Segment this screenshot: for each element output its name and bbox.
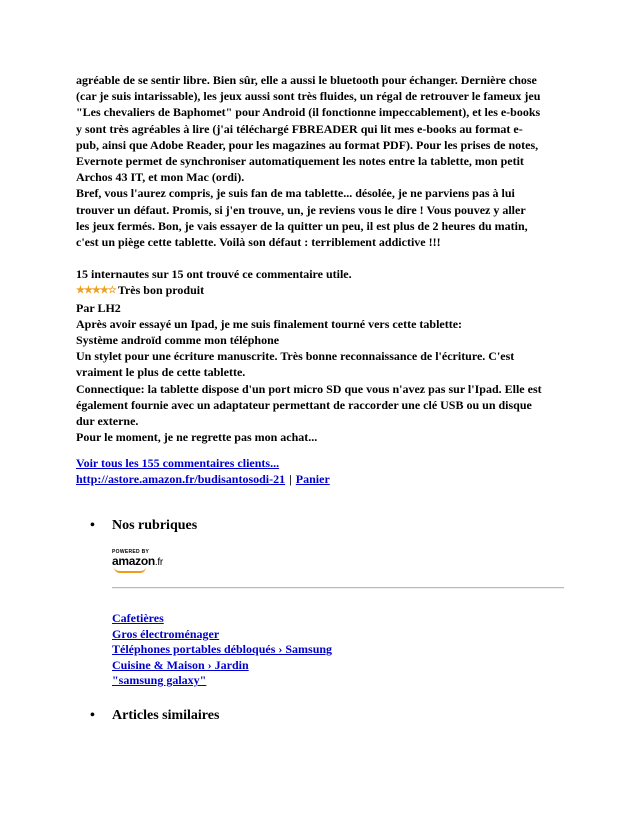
section-similar [76,707,568,725]
page-content [76,72,568,725]
sections-list [76,517,568,725]
review-1-line: Evernote permet de synchroniser automatiquement les notes entre la tablette, mon petit [76,154,524,169]
similar-title: Articles similaires [112,707,220,723]
star-rating-icon: ★★★★☆ [76,285,116,297]
category-link[interactable]: Cafetières [112,611,164,626]
cart-link[interactable]: Panier [295,472,330,487]
review-title: Très bon produit [117,283,205,298]
store-url-link[interactable]: http://astore.amazon.fr/budisantosodi-21 [76,472,286,487]
review-1-line: c'est un piège cette tablette. Voilà son défaut : terriblement addictive !!! [76,235,441,250]
review-2-line: Connectique: la tablette dispose d'un port micro SD que vous n'avez pas sur l'Ipad. Elle est [76,381,542,396]
logo-powered-by: POWERED BY [112,549,150,556]
link-separator: | [289,472,292,487]
review-2-line: Après avoir essayé un Ipad, je me suis finalement tourné vers cette tablette: [76,316,463,331]
amazon-smile-icon [114,567,146,573]
divider [112,587,564,589]
section-rubriques [76,517,568,689]
review-2-line: Système androïd comme mon téléphone [76,333,280,348]
review-2-line: dur externe. [76,414,139,429]
review-2-line: Pour le moment, je ne regrette pas mon achat... [76,430,318,445]
review-1-line: trouver un défaut. Promis, si j'en trouve, un, je reviens vous le dire ! Vous pouvez y aller [76,202,526,217]
review-1-line: y sont très agréables à lire (j'ai téléchargé FBREADER qui lit mes e-books au format e- [76,121,523,136]
review-1-line: pub, ainsi que Adobe Reader, pour les magazines au format PDF). Pour les prises de notes, [76,137,539,152]
footer-links [76,455,568,487]
review-1-line: les jeux fermés. Bon, je vais essayer de la quitter un peu, il est plus de 2 heures du matin, [76,218,528,233]
review-author: Par LH2 [76,300,121,315]
category-link[interactable]: Téléphones portables débloqués › Samsung [112,642,333,657]
bullet-icon: • [90,707,95,723]
review-2-line: également fournie avec un adaptateur permettant de raccorder une clé USB ou un disque [76,397,532,412]
review-2-header [76,282,568,299]
category-link[interactable]: Gros électroménager [112,626,220,641]
review-1 [76,72,568,250]
review-2-line: Un stylet pour une écriture manuscrite. Très bonne reconnaissance de l'écriture. C'est [76,349,515,364]
category-link[interactable]: "samsung galaxy" [112,673,207,688]
logo-wordmark: amazon.fr [112,554,163,569]
review-1-line: agréable de se sentir libre. Bien sûr, elle a aussi le bluetooth pour échanger. Dernière chose [76,73,537,87]
helpful-count: 15 internautes sur 15 ont trouvé ce commentaire utile. [76,267,352,282]
review-1-line: Bref, vous l'aurez compris, je suis fan de ma tablette... désolée, je ne parviens pas à lui [76,186,515,201]
amazon-logo[interactable] [112,549,168,571]
category-links [112,611,568,689]
all-reviews-link[interactable]: Voir tous les 155 commentaires clients... [76,456,280,471]
rubriques-title: Nos rubriques [112,518,198,534]
review-2-line: vraiment le plus de cette tablette. [76,365,246,380]
review-2 [76,266,568,445]
bullet-icon: • [90,518,95,534]
category-link[interactable]: Cuisine & Maison › Jardin [112,657,249,672]
review-1-line: Archos 43 IT, et mon Mac (ordi). [76,170,245,185]
review-1-line: (car je suis intarissable), les jeux aussi sont très fluides, un régal de retrouver le fameux jeu [76,89,541,104]
review-1-line: "Les chevaliers de Baphomet" pour Android (il fonctionne impeccablement), et les e-books [76,105,541,120]
